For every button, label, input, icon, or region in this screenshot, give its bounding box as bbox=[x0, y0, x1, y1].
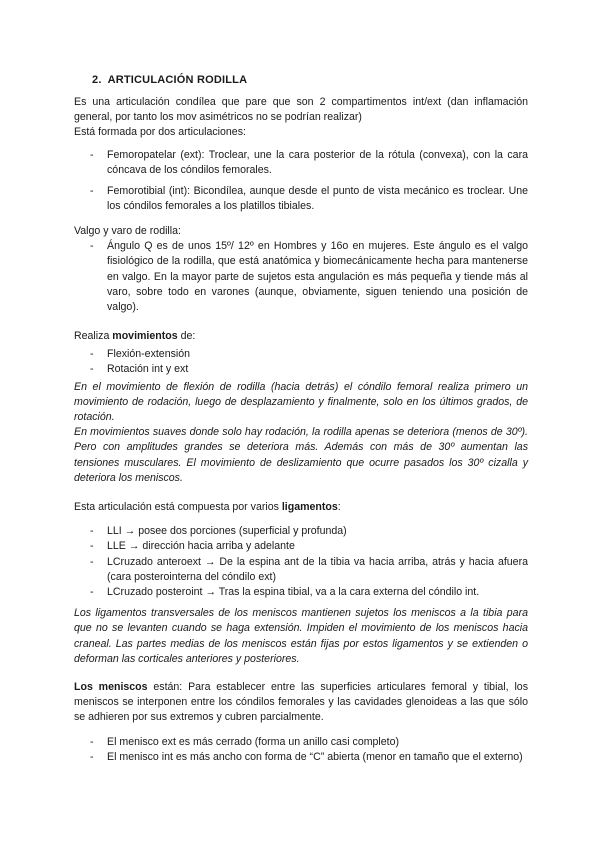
list-item: - Ángulo Q es de unos 15º/ 12º en Hombres y 16o en mujeres. Este ángulo es el valgo fisiológico de la rodilla, que está anatómica y biomecánicamente hecha para mantenerse en valgo. En la mayor parte de sujetos esta angulación es más pequeña y tiende más al varo, sobre todo en varones (aunque, obviamente, siguen teniendo una posición de valgo). bbox=[74, 239, 528, 315]
list-item: - Femoropatelar (ext): Troclear, une la cara posterior de la rótula (convexa), con la cara cóncava de los cóndilos femorales. bbox=[74, 148, 528, 178]
valgo-title: Valgo y varo de rodilla: bbox=[74, 225, 181, 237]
section-number: 2. bbox=[92, 74, 102, 86]
list-item: - Flexión-extensión bbox=[74, 347, 528, 362]
list-item: - LLI → posee dos porciones (superficial y profunda) bbox=[74, 524, 528, 539]
meniscos-list bbox=[74, 735, 528, 765]
movimientos-list bbox=[74, 347, 528, 377]
ligamentos-block bbox=[74, 500, 528, 667]
flexion-note: En el movimiento de flexión de rodilla (hacia detrás) el cóndilo femoral realiza primero un movimiento de rodación, luego de desplazamiento y finalmente, solo en los últimos grados, de rotación. bbox=[74, 380, 528, 424]
movimientos-block bbox=[74, 329, 528, 486]
list-item: - LCruzado posteroint → Tras la espina tibial, va a la cara externa del cóndilo int. bbox=[74, 585, 528, 600]
intro-block bbox=[74, 95, 528, 214]
list-item: - LCruzado anteroext → De la espina ant de la tibia va hacia arriba, atrás y hacia afuera (cara posterointerna del cóndilo ext) bbox=[74, 555, 528, 585]
deterioration-note: En movimientos suaves donde solo hay rodación, la rodilla apenas se deteriora (menos de 30º). Pero con amplitudes grandes se deteriora más. Además con más de 30º aumentan las tensiones musculares. El movimiento de deslizamiento que ocurre pasados los 30º cizalla y deteriora los meniscos. bbox=[74, 426, 528, 484]
ligamentos-list bbox=[74, 524, 528, 600]
valgo-block bbox=[74, 224, 528, 315]
list-item: - LLE → dirección hacia arriba y adelante bbox=[74, 539, 528, 554]
section-title: ARTICULACIÓN RODILLA bbox=[107, 74, 248, 86]
ligamentos-lead: Esta articulación está compuesta por varios ligamentos: bbox=[74, 501, 341, 513]
list-item: - El menisco int es más ancho con forma de “C” abierta (menor en tamaño que el externo) bbox=[74, 750, 528, 765]
meniscos-lead: Los meniscos están: Para establecer entre las superficies articulares femoral y tibial, los meniscos se interponen entre los cóndilos femorales y las cavidades glenoideas a las que sólo se adhieren por sus extremos y cubren parcialmente. bbox=[74, 681, 528, 724]
section-heading bbox=[92, 74, 247, 86]
intro-structure-line: Está formada por dos articulaciones: bbox=[74, 126, 246, 139]
movimientos-lead: Realiza movimientos de: bbox=[74, 330, 196, 342]
list-item: - El menisco ext es más cerrado (forma un anillo casi completo) bbox=[74, 735, 528, 750]
meniscos-block bbox=[74, 680, 528, 765]
valgo-list bbox=[74, 239, 528, 315]
intro-paragraph: Es una articulación condílea que pare que son 2 compartimentos int/ext (dan inflamación general, por tanto los mov asimétricos no se podrían realizar) bbox=[74, 96, 528, 124]
articulations-list bbox=[74, 148, 528, 215]
list-item: - Femorotibial (int): Bicondílea, aunque desde el punto de vista mecánico es troclear. Une los cóndilos femorales a los platillos tibiales. bbox=[74, 184, 528, 214]
list-item: - Rotación int y ext bbox=[74, 362, 528, 377]
ligamentos-note: Los ligamentos transversales de los meniscos mantienen sujetos los meniscos a la tibia para que no se levanten cuando se haga extensión. Impiden el movimiento de los meniscos hacia craneal. Las partes medias de los meniscos están fijas por estos ligamentos y se extienden o deforman las corticales anteriores y posteriores. bbox=[74, 607, 528, 665]
